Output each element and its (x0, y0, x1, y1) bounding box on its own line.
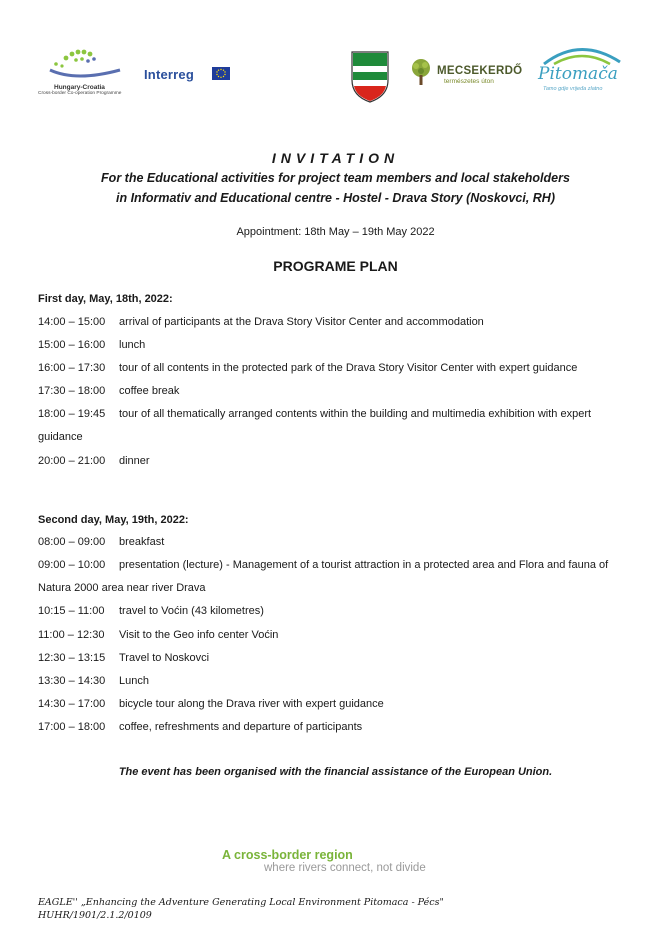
schedule-activity: breakfast (119, 536, 165, 548)
schedule-activity: coffee, refreshments and departure of participants (119, 721, 363, 733)
schedule-time: 18:00 – 19:45 (38, 408, 106, 420)
pitomaca-arc-icon (540, 42, 624, 66)
schedule-time: 13:30 – 14:30 (38, 675, 106, 687)
schedule-activity: tour of all thematically arranged contents within the building and multimedia exhibition with expert guidance (38, 408, 592, 443)
schedule-row (38, 450, 638, 473)
schedule-activity: Travel to Noskovci (119, 652, 210, 664)
schedule-time: 10:15 – 11:00 (38, 605, 105, 617)
schedule-row (38, 554, 638, 600)
day-1-header: First day, May, 18th, 2022: (38, 293, 173, 305)
schedule-row (38, 334, 638, 357)
schedule-activity: Lunch (119, 675, 149, 687)
schedule-time: 20:00 – 21:00 (38, 455, 106, 467)
schedule-row (38, 600, 638, 623)
programme-heading: PROGRAME PLAN (273, 258, 398, 274)
schedule-row (38, 403, 638, 449)
schedule-time: 17:30 – 18:00 (38, 385, 106, 397)
day-2-header: Second day, May, 19th, 2022: (38, 514, 189, 526)
appointment-dates: Appointment: 18th May – 19th May 2022 (236, 226, 435, 238)
schedule-row (38, 531, 638, 554)
mecsekerdo-tree-icon (409, 58, 433, 86)
schedule-time: 14:30 – 17:00 (38, 698, 106, 710)
interreg-logo-text: Interreg (144, 67, 195, 82)
schedule-activity: travel to Voćin (43 kilometres) (119, 605, 264, 617)
schedule-activity: bicycle tour along the Drava river with expert guidance (119, 698, 384, 710)
invitation-subtitle-line-2: in Informativ and Educational centre - Hostel - Drava Story (Noskovci, RH) (116, 191, 555, 205)
eu-flag-icon (212, 67, 230, 80)
schedule-row (38, 624, 638, 647)
schedule-time: 16:00 – 17:30 (38, 362, 106, 374)
region-title: A cross-border region (222, 848, 353, 862)
pitomaca-tagline: Tamo gdje vrijeđa zlatno (543, 86, 603, 92)
schedule-activity: dinner (119, 455, 150, 467)
project-code: HUHR/1901/2.1.2/0109 (38, 910, 152, 921)
invitation-title: INVITATION (271, 150, 400, 166)
pitomaca-name: Pitomača (538, 64, 618, 84)
mecsekerdo-name: MECSEKERDŐ (437, 65, 523, 77)
hungary-croatia-name: Hungary-Croatia (54, 84, 105, 91)
project-title: EAGLE'' „Enhancing the Adventure Generating Local Environment Pitomaca - Pécs" (38, 897, 444, 908)
region-tagline: where rivers connect, not divide (264, 862, 426, 874)
coat-of-arms-icon (350, 50, 390, 104)
mecsekerdo-tagline: természetes úton (444, 78, 494, 85)
schedule-row (38, 693, 638, 716)
schedule-time: 17:00 – 18:00 (38, 721, 106, 733)
schedule-activity: arrival of participants at the Drava Story Visitor Center and accommodation (119, 316, 484, 328)
hungary-croatia-swoosh-icon (36, 48, 132, 88)
eu-funding-note: The event has been organised with the financial assistance of the European Union. (118, 766, 553, 778)
schedule-row (38, 357, 638, 380)
schedule-row (38, 380, 638, 403)
schedule-time: 12:30 – 13:15 (38, 652, 106, 664)
schedule-row (38, 670, 638, 693)
schedule-time: 11:00 – 12:30 (38, 629, 105, 641)
schedule-activity: Visit to the Geo info center Voćin (119, 629, 279, 641)
schedule-row (38, 647, 638, 670)
schedule-activity: lunch (119, 339, 146, 351)
schedule-row (38, 716, 638, 739)
hungary-croatia-tagline: Cross-border Co-operation Programme (38, 91, 122, 96)
logo-strip (0, 40, 671, 110)
invitation-subtitle-line-1: For the Educational activities for project team members and local stakeholders (101, 171, 570, 185)
schedule-time: 15:00 – 16:00 (38, 339, 106, 351)
schedule-activity: coffee break (119, 385, 180, 397)
schedule-time: 08:00 – 09:00 (38, 536, 106, 548)
schedule-time: 14:00 – 15:00 (38, 316, 106, 328)
schedule-row (38, 311, 638, 334)
schedule-time: 09:00 – 10:00 (38, 559, 106, 571)
schedule-activity: presentation (lecture) - Management of a tourist attraction in a protected area and Flora and fauna of Natura 2000 area near river Drava (38, 559, 609, 594)
schedule-activity: tour of all contents in the protected park of the Drava Story Visitor Center with expert guidance (119, 362, 578, 374)
